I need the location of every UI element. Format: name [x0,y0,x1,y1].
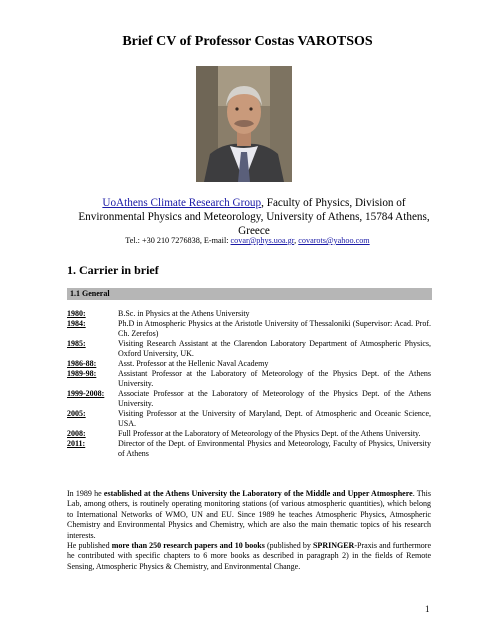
paragraph-publications [67,541,431,572]
timeline-year: 2011: [67,439,86,448]
timeline-year: 1984: [67,319,86,328]
affiliation-text: , Faculty of Physics, Division of Environmental Physics and Meteorology, University of Athens, 15784 Athens, Greece [78,197,430,237]
timeline-year: 1989-98: [67,369,97,378]
career-timeline [67,309,431,459]
timeline-text: Associate Professor at the Laboratory of Meteorology of the Physics Dept. of the Athens University. [118,389,431,408]
timeline-year: 1980: [67,309,86,318]
paragraph-text: (published by [264,541,313,551]
timeline-year: 1986-88: [67,359,97,368]
paragraph-lab [67,489,431,541]
section-title: 1. Carrier in brief [67,263,159,277]
paragraph-bold: SPRINGER [312,541,355,551]
paragraph-text: He published [67,541,112,551]
timeline-text: Visiting Professor at the University of Maryland, Dept. of Atmospheric and Oceanic Science, USA. [118,409,431,428]
contact-line [0,236,495,245]
paragraph-bold: established at the Athens University the Laboratory of the Middle and Upper Atmosphere [103,489,413,498]
email-separator: , [294,236,299,245]
timeline-row [67,439,431,459]
page-number: 1 [425,604,430,614]
timeline-row [67,319,431,339]
timeline-row [67,409,431,429]
timeline-text: Visiting Research Assistant at the Clarendon Laboratory Department of Atmospheric Physics, Oxford University, UK. [118,339,431,358]
timeline-year: 2008: [67,429,86,438]
paragraph-text: -Praxis and furthermore he contributed with specific chapters to 6 more books as described in paragraph 2) in the fields of Remote Sensing, Atmospheric Physics & Chemistry, and Environmental Change. [67,541,432,571]
affiliation [74,196,434,238]
timeline-text: B.Sc. in Physics at the Athens University [118,309,250,318]
timeline-year: 1999-2008: [67,389,105,398]
timeline-text: Assistant Professor at the Laboratory of Meteorology of the Physics Dept. of the Athens University. [118,369,431,388]
timeline-row [67,309,431,319]
subsection-heading: 1.1 General [67,288,432,300]
page-title: Brief CV of Professor Costas VAROTSOS [122,34,373,49]
timeline-row [67,389,431,409]
portrait-photo [196,66,292,182]
timeline-text: Director of the Dept. of Environmental Physics and Meteorology, Faculty of Physics, University of Athens [118,439,431,458]
timeline-year: 1985: [67,339,86,348]
timeline-row [67,359,431,369]
email-link-primary[interactable]: covar@phys.uoa.gr [230,236,295,245]
timeline-text: Ph.D in Atmospheric Physics at the Aristotle University of Thessaloniki (Supervisor: Acad. Prof. Ch. Zerefos) [118,319,431,338]
timeline-row [67,369,431,389]
contact-prefix: Tel.: +30 210 7276838, E-mail: [125,236,231,245]
research-group-link[interactable]: UoAthens Climate Research Group [102,197,262,209]
paragraph-text: In 1989 he [67,489,104,498]
paragraph-bold: more than 250 research papers and 10 books [111,541,265,551]
timeline-text: Asst. Professor at the Hellenic Naval Academy [118,359,269,368]
timeline-row [67,339,431,359]
timeline-row [67,429,431,439]
timeline-text: Full Professor at the Laboratory of Meteorology of the Physics Dept. of the Athens University. [118,429,421,438]
timeline-year: 2005: [67,409,86,418]
email-link-secondary[interactable]: covarots@yahoo.com [298,236,370,245]
body-paragraphs [67,489,431,572]
paragraph-text: . This Lab, among others, is routinely operating monitoring stations (of various atmospheric quantities), which belong to International Networks of WMO, UN and EU. Since 1989 he teaches Atmospheric Physics, Atmospheric Chemistry and Environmental Physics and Chemistry, which are also the main thematic topics of his research interests. [67,489,432,540]
